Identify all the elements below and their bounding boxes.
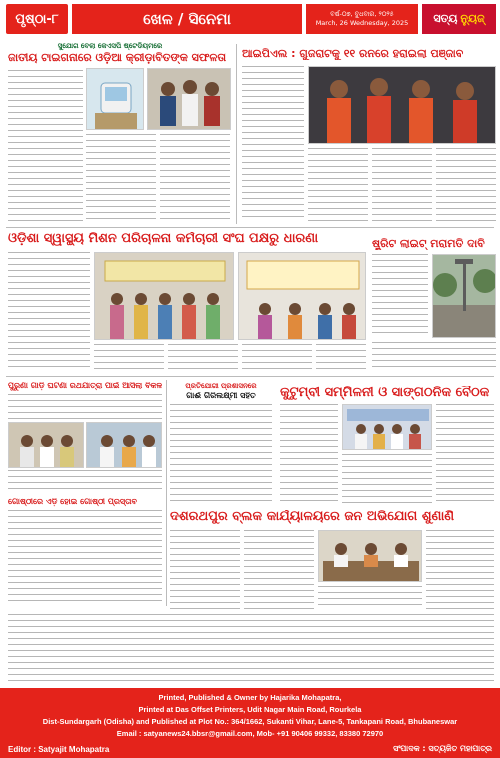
article-1-photo-trophy <box>86 68 144 130</box>
brand-logo <box>422 4 496 34</box>
article-1-body-3 <box>160 134 230 222</box>
section-divider <box>6 227 494 228</box>
article-3-body-5 <box>316 344 366 372</box>
cricket-players-photo-icon <box>309 67 496 144</box>
article-5-photo-2 <box>86 422 162 468</box>
stage-photo-icon <box>343 405 432 450</box>
article-6-body <box>8 510 162 606</box>
article-7-headline: ଗାଈଁ ଗିରିଲକ୍ଷ୍ମୀ ସହିତ <box>186 392 256 400</box>
page-number: ପୃଷ୍ଠା-୮ <box>6 4 68 34</box>
article-8-photo-stage <box>342 404 432 450</box>
article-2-body-4 <box>436 148 496 222</box>
protest-photo-icon <box>95 253 234 340</box>
brand-word-b: ନ୍ୟୁଜ୍ <box>460 12 485 25</box>
imprint-line-1: Printed, Published & Owner by Hajarika Mohapatra, <box>158 693 342 702</box>
trophy-photo-icon <box>87 69 144 130</box>
brand-word-a: ସତ୍ୟ <box>433 12 458 25</box>
article-4-body-2 <box>372 342 496 372</box>
footer-imprint <box>0 688 500 758</box>
athletes-photo-icon <box>148 69 231 130</box>
article-4-photo-street <box>432 254 496 338</box>
article-5-body <box>8 394 162 420</box>
date-box <box>306 4 418 34</box>
article-4-headline: ଷ୍ଟ୍ରିଟ ଲାଇଟ୍ ମରାମତି ଦାବି <box>372 238 485 250</box>
article-8-body-3 <box>342 454 432 504</box>
article-1-kicker: ସୁଯୋଗ ବେଲା କେଏସପି ଷ୍ଟେଡିୟମରେ <box>57 42 163 50</box>
article-8-body-2 <box>436 404 494 504</box>
article-3-body-4 <box>242 344 312 372</box>
article-2-body-2 <box>308 148 368 222</box>
article-6-headline: ଗୋଷ୍ଠୀରେ ଏଡ଼ି ହୋଇ ଗୋଷ୍ଠୀ ପ୍ରସ୍ତାବ <box>8 498 137 506</box>
editor-odia: ସଂପାଦକ : ସତ୍ୟଜିତ ମହାପାତ୍ର <box>393 744 492 753</box>
article-3-body <box>8 252 90 372</box>
article-3-photo-banner <box>238 252 366 340</box>
article-9-body <box>170 530 240 610</box>
article-1-headline: ଜାତୀୟ ଟାଇଗନାରେ ଓଡ଼ିଆ କ୍ରୀଡ଼ାବିତଙ୍କ ସଫଳତା <box>8 52 227 64</box>
article-1-body-2 <box>86 134 156 222</box>
article-2-body <box>242 66 304 222</box>
editor-english: Editor : Satyajit Mohapatra <box>8 745 110 754</box>
column-divider-2 <box>166 380 167 606</box>
date-odia: ବର୍ଷ-୦୭, ବୁଧବାର, ୨୦୨୫ <box>330 10 394 19</box>
street-photo-icon <box>433 255 496 338</box>
hearing-photo-icon <box>319 531 422 582</box>
banner-photo-icon <box>239 253 366 340</box>
article-8-body <box>280 404 338 504</box>
bottom-body-text <box>8 614 494 682</box>
column-divider <box>236 44 237 224</box>
article-2-body-3 <box>372 148 432 222</box>
article-1-photo-athletes <box>147 68 231 130</box>
article-3-body-2 <box>94 344 164 372</box>
article-8-headline: କୁଟୁମ୍ବୀ ସମ୍ମିଳନୀ ଓ ସାଙ୍ଗଠନିକ ବୈଠକ <box>280 386 490 400</box>
article-9-body-3 <box>426 530 494 610</box>
article-9-body-4 <box>318 586 422 610</box>
masthead <box>0 0 500 40</box>
section-divider-2 <box>6 376 494 377</box>
imprint-line-3: Dist-Sundargarh (Odisha) and Published at Plot No.: 364/1662, Sukanti Vihar, Lane-5, Tankapani Road, Bhubaneswar <box>42 717 458 726</box>
article-9-photo-hearing <box>318 530 422 582</box>
article-2-headline: ଆଇପିଏଲ : ଗୁଜରାଟକୁ ୧୧ ରନରେ ହରାଇଲା ପଞ୍ଜାବ <box>242 48 464 60</box>
article-5-photo-1 <box>8 422 84 468</box>
article-7-kicker: ପ୍ରତିଯୋଗୀ ପ୍ରଶାସନରେ <box>185 382 257 390</box>
section-title: ଖେଳ / ସିନେମା <box>72 4 302 34</box>
article-2-photo-cricket <box>308 66 496 144</box>
article-3-body-3 <box>168 344 238 372</box>
meeting-photo-icon <box>9 423 84 468</box>
imprint-line-2: Printed at Das Offset Printers, Udit Nagar Main Road, Rourkela <box>138 705 362 714</box>
article-5-body-2 <box>8 470 162 494</box>
article-3-headline: ଓଡ଼ିଶା ସ୍ୱାସ୍ଥ୍ୟ ମିଶନ ପରିଚାଳନା କର୍ମଚାରୀ ସଂଘ ପକ୍ଷରୁ ଧାରଣା <box>8 232 319 246</box>
article-9-headline: ଦଶରଥପୁର ବ୍ଲକ କାର୍ଯ୍ୟାଳୟରେ ଜନ ଅଭିଯୋଗ ଶୁଣାଣି <box>170 510 455 524</box>
article-1-body <box>8 70 83 222</box>
group-photo-icon <box>87 423 162 468</box>
imprint-contact: Email : satyanews24.bbsr@gmail.com, Mob- +91 90406 99332, 83380 72970 <box>116 729 384 738</box>
date-english: March, 26 Wednesday, 2025 <box>315 19 409 27</box>
article-3-photo-protest <box>94 252 234 340</box>
article-5-headline: ପୁରୁଣା ଗାଡ଼ି ଘଟଣା ରଥଯାତ୍ରା ପାଇଁ ଆସିଲା ବିକଳ <box>8 382 162 390</box>
article-7-body <box>170 404 272 504</box>
article-9-body-2 <box>244 530 314 610</box>
article-4-body <box>372 254 428 338</box>
